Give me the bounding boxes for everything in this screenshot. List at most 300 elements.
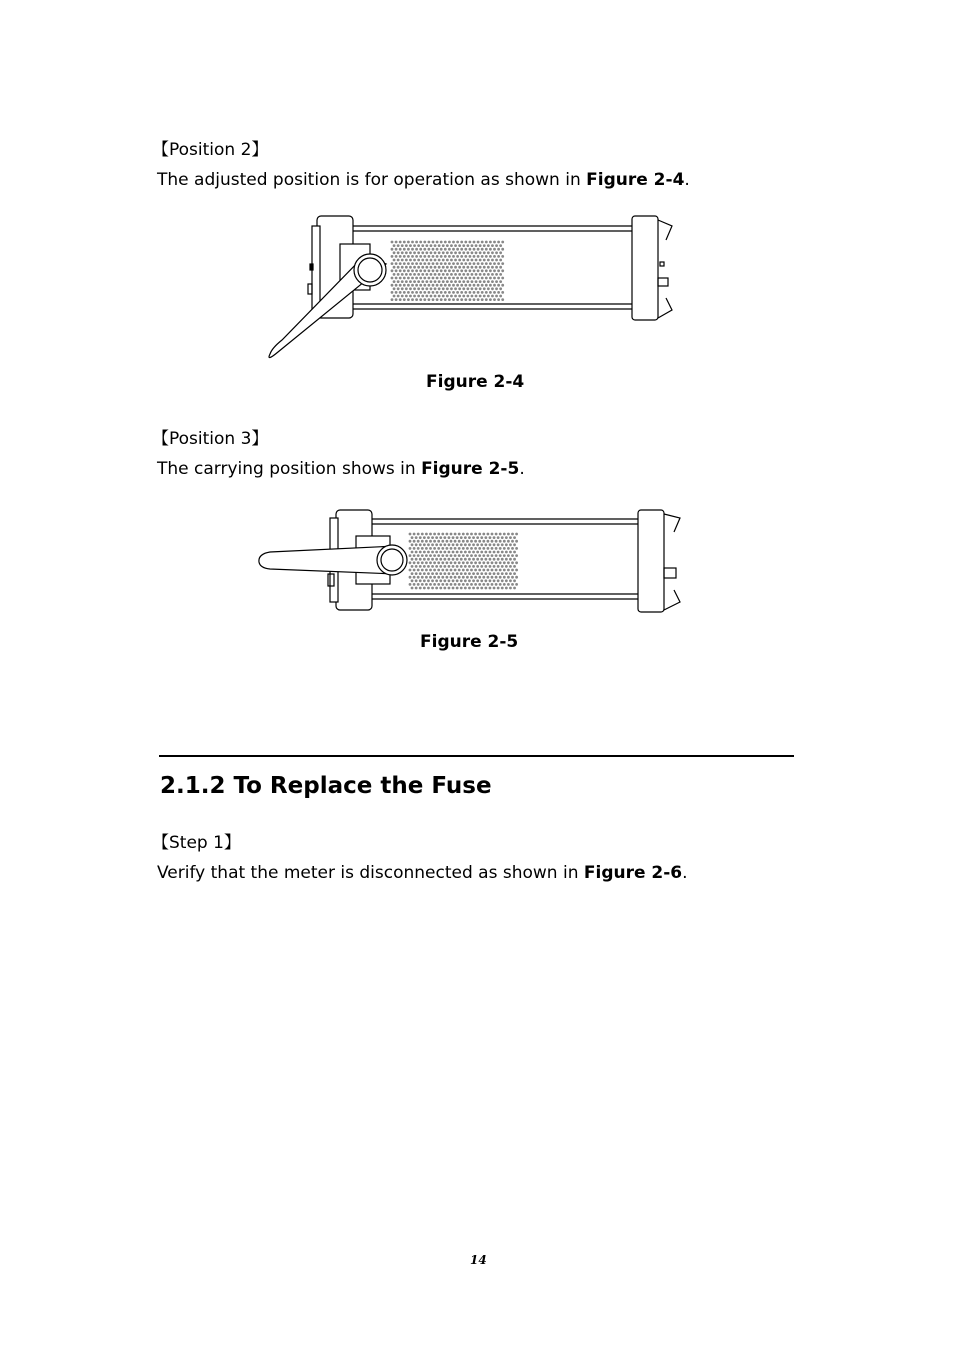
vent-hole	[491, 540, 494, 543]
vent-hole	[441, 533, 444, 536]
vent-hole	[428, 291, 431, 294]
vent-hole	[425, 576, 428, 579]
vent-hole	[448, 284, 451, 287]
vent-hole	[475, 244, 478, 247]
vent-hole	[491, 554, 494, 557]
vent-hole	[454, 295, 457, 298]
vent-hole	[423, 277, 426, 280]
vent-hole	[491, 244, 494, 247]
vent-hole	[472, 551, 475, 554]
vent-hole	[423, 579, 426, 582]
vent-hole	[454, 554, 457, 557]
vent-hole	[480, 551, 483, 554]
vent-hole	[438, 266, 441, 269]
vent-hole	[462, 583, 465, 586]
vent-hole	[437, 547, 440, 550]
vent-hole	[489, 298, 492, 301]
vent-hole	[393, 280, 396, 283]
vent-hole	[399, 262, 402, 265]
vent-hole	[474, 547, 477, 550]
vent-hole	[489, 277, 492, 280]
vent-hole	[482, 533, 485, 536]
vent-hole	[452, 248, 455, 251]
vent-hole	[493, 291, 496, 294]
vent-hole	[481, 241, 484, 244]
vent-hole	[423, 551, 426, 554]
vent-hole	[475, 251, 478, 254]
vent-hole	[476, 565, 479, 568]
vent-hole	[440, 248, 443, 251]
vent-hole	[452, 269, 455, 272]
vent-hole	[409, 287, 412, 290]
vent-hole	[435, 543, 438, 546]
vent-hole	[423, 543, 426, 546]
vent-hole	[419, 262, 422, 265]
vent-hole	[401, 259, 404, 262]
vent-hole	[476, 536, 479, 539]
vent-hole	[395, 284, 398, 287]
vent-hole	[391, 248, 394, 251]
vent-hole	[473, 269, 476, 272]
vent-hole	[417, 554, 420, 557]
vent-hole	[415, 543, 418, 546]
vent-hole	[497, 565, 500, 568]
vent-hole	[436, 291, 439, 294]
vent-hole	[487, 561, 490, 564]
vent-hole	[411, 298, 414, 301]
vent-hole	[501, 269, 504, 272]
vent-hole	[476, 558, 479, 561]
vent-hole	[438, 244, 441, 247]
vent-hole	[507, 576, 510, 579]
vent-hole	[475, 259, 478, 262]
vent-hole	[484, 543, 487, 546]
vent-hole	[409, 576, 412, 579]
vent-hole	[503, 533, 506, 536]
vent-hole	[438, 259, 441, 262]
vent-hole	[507, 561, 510, 564]
vent-hole	[499, 547, 502, 550]
vent-hole	[454, 547, 457, 550]
vent-hole	[491, 547, 494, 550]
vent-hole	[415, 269, 418, 272]
vent-hole	[505, 536, 508, 539]
vent-hole	[491, 583, 494, 586]
vent-hole	[487, 533, 490, 536]
vent-hole	[432, 248, 435, 251]
vent-hole	[464, 277, 467, 280]
vent-hole	[403, 241, 406, 244]
vent-hole	[452, 255, 455, 258]
vent-hole	[507, 547, 510, 550]
vent-hole	[499, 576, 502, 579]
vent-hole	[428, 248, 431, 251]
vent-hole	[421, 244, 424, 247]
vent-hole	[448, 543, 451, 546]
vent-hole	[417, 547, 420, 550]
vent-hole	[495, 540, 498, 543]
vent-hole	[501, 248, 504, 251]
vent-hole	[411, 241, 414, 244]
vent-hole	[409, 295, 412, 298]
vent-hole	[495, 295, 498, 298]
vent-hole	[413, 576, 416, 579]
vent-hole	[464, 291, 467, 294]
vent-hole	[450, 295, 453, 298]
vent-hole	[464, 587, 467, 590]
vent-hole	[458, 540, 461, 543]
vent-hole	[391, 241, 394, 244]
vent-hole	[482, 540, 485, 543]
vent-hole	[419, 269, 422, 272]
vent-hole	[509, 551, 512, 554]
fig5-vent-grille	[409, 533, 518, 590]
vent-hole	[464, 536, 467, 539]
vent-hole	[482, 583, 485, 586]
vent-hole	[485, 269, 488, 272]
vent-hole	[419, 558, 422, 561]
vent-hole	[495, 554, 498, 557]
vent-hole	[433, 569, 436, 572]
vent-hole	[425, 273, 428, 276]
vent-hole	[399, 284, 402, 287]
vent-hole	[466, 554, 469, 557]
vent-hole	[487, 280, 490, 283]
figure-2-5-reference: Figure 2-5	[421, 459, 520, 479]
vent-hole	[513, 565, 516, 568]
vent-hole	[493, 565, 496, 568]
vent-hole	[421, 583, 424, 586]
vent-hole	[425, 287, 428, 290]
vent-hole	[415, 262, 418, 265]
vent-hole	[487, 295, 490, 298]
vent-hole	[446, 569, 449, 572]
vent-hole	[413, 273, 416, 276]
vent-hole	[395, 277, 398, 280]
vent-hole	[458, 576, 461, 579]
vent-hole	[437, 554, 440, 557]
vent-hole	[448, 277, 451, 280]
vent-hole	[429, 569, 432, 572]
vent-hole	[423, 241, 426, 244]
vent-hole	[438, 280, 441, 283]
vent-hole	[448, 572, 451, 575]
vent-hole	[464, 551, 467, 554]
vent-hole	[470, 583, 473, 586]
vent-hole	[466, 561, 469, 564]
vent-hole	[468, 543, 471, 546]
vent-hole	[443, 579, 446, 582]
vent-hole	[425, 547, 428, 550]
vent-hole	[444, 255, 447, 258]
vent-hole	[515, 576, 518, 579]
vent-hole	[397, 295, 400, 298]
vent-hole	[443, 587, 446, 590]
vent-hole	[423, 291, 426, 294]
vent-hole	[432, 262, 435, 265]
vent-hole	[499, 266, 502, 269]
vent-hole	[437, 533, 440, 536]
vent-hole	[435, 565, 438, 568]
vent-hole	[446, 266, 449, 269]
vent-hole	[423, 248, 426, 251]
vent-hole	[413, 583, 416, 586]
vent-hole	[429, 561, 432, 564]
vent-hole	[432, 255, 435, 258]
vent-hole	[503, 554, 506, 557]
vent-hole	[403, 291, 406, 294]
vent-hole	[417, 583, 420, 586]
vent-hole	[487, 576, 490, 579]
vent-hole	[450, 554, 453, 557]
vent-hole	[469, 298, 472, 301]
position-3-paragraph	[157, 459, 525, 479]
vent-hole	[495, 561, 498, 564]
vent-hole	[423, 269, 426, 272]
vent-hole	[409, 547, 412, 550]
vent-hole	[466, 244, 469, 247]
vent-hole	[478, 561, 481, 564]
vent-hole	[505, 565, 508, 568]
vent-hole	[391, 277, 394, 280]
vent-hole	[428, 262, 431, 265]
vent-hole	[513, 551, 516, 554]
vent-hole	[515, 554, 518, 557]
vent-hole	[395, 298, 398, 301]
vent-hole	[509, 536, 512, 539]
vent-hole	[407, 241, 410, 244]
vent-hole	[515, 569, 518, 572]
vent-hole	[444, 277, 447, 280]
figure-2-6-reference: Figure 2-6	[583, 863, 683, 883]
vent-hole	[497, 248, 500, 251]
vent-hole	[499, 540, 502, 543]
vent-hole	[432, 284, 435, 287]
vent-hole	[473, 241, 476, 244]
vent-hole	[511, 540, 514, 543]
vent-hole	[391, 298, 394, 301]
vent-hole	[448, 579, 451, 582]
vent-hole	[395, 255, 398, 258]
vent-hole	[452, 565, 455, 568]
vent-hole	[469, 255, 472, 258]
vent-hole	[472, 579, 475, 582]
vent-hole	[469, 262, 472, 265]
vent-hole	[499, 533, 502, 536]
vent-hole	[439, 572, 442, 575]
vent-hole	[450, 547, 453, 550]
vent-hole	[462, 576, 465, 579]
vent-hole	[511, 583, 514, 586]
vent-hole	[489, 579, 492, 582]
vent-hole	[419, 248, 422, 251]
vent-hole	[443, 536, 446, 539]
vent-hole	[430, 251, 433, 254]
vent-hole	[430, 273, 433, 276]
vent-hole	[397, 266, 400, 269]
vent-hole	[421, 569, 424, 572]
vent-hole	[439, 543, 442, 546]
vent-hole	[497, 543, 500, 546]
vent-hole	[413, 533, 416, 536]
vent-hole	[411, 255, 414, 258]
vent-hole	[413, 280, 416, 283]
vent-hole	[411, 277, 414, 280]
vent-hole	[415, 284, 418, 287]
vent-hole	[413, 569, 416, 572]
step-1-text: Verify that the meter is disconnected as shown in	[157, 863, 584, 883]
step-1-paragraph	[157, 863, 688, 883]
vent-hole	[452, 572, 455, 575]
vent-hole	[421, 273, 424, 276]
vent-hole	[446, 547, 449, 550]
vent-hole	[491, 259, 494, 262]
vent-hole	[483, 266, 486, 269]
vent-hole	[501, 291, 504, 294]
vent-hole	[469, 241, 472, 244]
vent-hole	[441, 554, 444, 557]
vent-hole	[499, 569, 502, 572]
vent-hole	[462, 244, 465, 247]
vent-hole	[487, 266, 490, 269]
vent-hole	[433, 554, 436, 557]
vent-hole	[431, 551, 434, 554]
vent-hole	[475, 266, 478, 269]
vent-hole	[477, 284, 480, 287]
vent-hole	[469, 269, 472, 272]
vent-hole	[417, 280, 420, 283]
vent-hole	[452, 262, 455, 265]
vent-hole	[497, 262, 500, 265]
vent-hole	[450, 576, 453, 579]
vent-hole	[513, 579, 516, 582]
figure-2-4-drawing	[262, 212, 682, 364]
vent-hole	[419, 572, 422, 575]
vent-hole	[466, 295, 469, 298]
vent-hole	[458, 561, 461, 564]
vent-hole	[495, 251, 498, 254]
vent-hole	[401, 273, 404, 276]
vent-hole	[501, 543, 504, 546]
vent-hole	[401, 295, 404, 298]
vent-hole	[442, 287, 445, 290]
vent-hole	[484, 587, 487, 590]
vent-hole	[501, 551, 504, 554]
vent-hole	[493, 284, 496, 287]
vent-hole	[421, 259, 424, 262]
vent-hole	[397, 273, 400, 276]
vent-hole	[452, 291, 455, 294]
vent-hole	[456, 551, 459, 554]
vent-hole	[493, 248, 496, 251]
vent-hole	[446, 583, 449, 586]
fig4-rear-foot-bottom	[658, 298, 672, 318]
vent-hole	[446, 273, 449, 276]
vent-hole	[433, 540, 436, 543]
vent-hole	[437, 569, 440, 572]
vent-hole	[403, 277, 406, 280]
fig4-rear-foot-top	[658, 220, 672, 240]
vent-hole	[403, 269, 406, 272]
vent-hole	[480, 536, 483, 539]
vent-hole	[456, 277, 459, 280]
vent-hole	[425, 259, 428, 262]
vent-hole	[485, 248, 488, 251]
vent-hole	[483, 273, 486, 276]
vent-hole	[462, 251, 465, 254]
vent-hole	[466, 259, 469, 262]
vent-hole	[428, 269, 431, 272]
vent-hole	[493, 269, 496, 272]
vent-hole	[483, 280, 486, 283]
vent-hole	[415, 255, 418, 258]
vent-hole	[495, 280, 498, 283]
vent-hole	[435, 572, 438, 575]
vent-hole	[442, 273, 445, 276]
vent-hole	[479, 295, 482, 298]
vent-hole	[423, 587, 426, 590]
vent-hole	[443, 543, 446, 546]
vent-hole	[417, 251, 420, 254]
vent-hole	[409, 561, 412, 564]
section-heading: 2.1.2 To Replace the Fuse	[160, 773, 492, 799]
vent-hole	[477, 298, 480, 301]
vent-hole	[399, 277, 402, 280]
vent-hole	[499, 273, 502, 276]
vent-hole	[423, 255, 426, 258]
vent-hole	[479, 287, 482, 290]
vent-hole	[411, 284, 414, 287]
vent-hole	[483, 259, 486, 262]
vent-hole	[471, 273, 474, 276]
vent-hole	[446, 287, 449, 290]
vent-hole	[450, 280, 453, 283]
vent-hole	[478, 554, 481, 557]
vent-hole	[471, 287, 474, 290]
vent-hole	[470, 569, 473, 572]
vent-hole	[417, 540, 420, 543]
vent-hole	[497, 284, 500, 287]
vent-hole	[444, 262, 447, 265]
vent-hole	[395, 241, 398, 244]
vent-hole	[395, 291, 398, 294]
vent-hole	[439, 551, 442, 554]
step-1-label: 【Step 1】	[152, 833, 241, 853]
vent-hole	[423, 284, 426, 287]
vent-hole	[419, 255, 422, 258]
vent-hole	[505, 543, 508, 546]
vent-hole	[480, 543, 483, 546]
vent-hole	[469, 248, 472, 251]
vent-hole	[503, 540, 506, 543]
vent-hole	[415, 536, 418, 539]
vent-hole	[501, 284, 504, 287]
vent-hole	[427, 587, 430, 590]
vent-hole	[499, 295, 502, 298]
vent-hole	[411, 579, 414, 582]
vent-hole	[431, 572, 434, 575]
vent-hole	[452, 587, 455, 590]
vent-hole	[469, 284, 472, 287]
vent-hole	[439, 536, 442, 539]
fig4-rear-bezel	[632, 216, 658, 320]
vent-hole	[472, 543, 475, 546]
vent-hole	[511, 533, 514, 536]
vent-hole	[487, 287, 490, 290]
vent-hole	[475, 273, 478, 276]
vent-hole	[456, 241, 459, 244]
vent-hole	[421, 251, 424, 254]
